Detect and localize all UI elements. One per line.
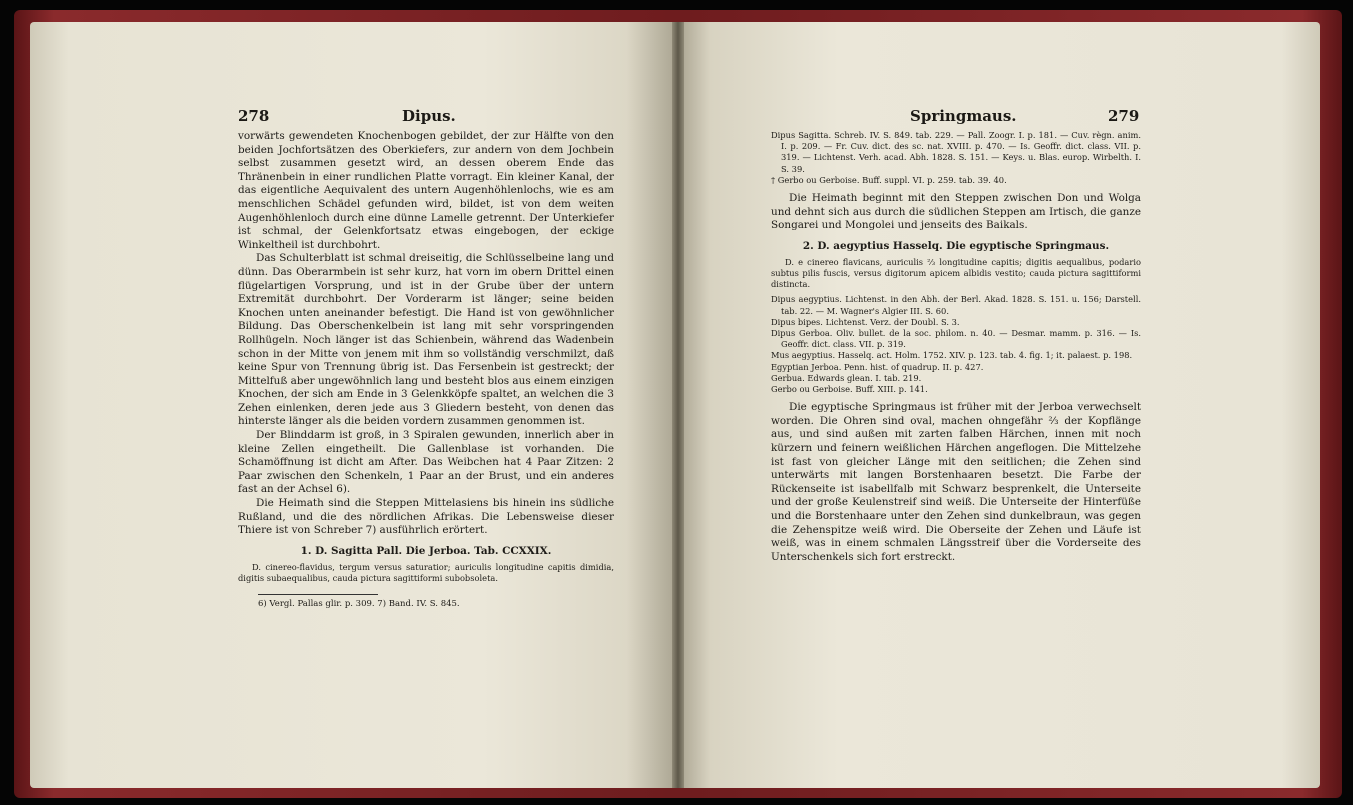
- right-text-column: [771, 130, 1141, 564]
- book-gutter: [672, 22, 684, 788]
- right-synonymy-2a: Dipus aegyptius. Lichtenst. in den Abh. der Berl. Akad. 1828. S. 151. u. 156; Darstell. tab. 22. — M. Wagner's Algier III. S. 60.: [771, 294, 1141, 316]
- left-species-heading: 1. D. Sagitta Pall. Die Jerboa. Tab. CCXXIX.: [300, 544, 552, 557]
- left-footnotes: 6) Vergl. Pallas glir. p. 309. 7) Band. IV. S. 845.: [258, 599, 460, 610]
- right-paragraph-2: Die egyptische Springmaus ist früher mit der Jerboa verwechselt worden. Die Ohren sind oval, machen ohngefähr ⅔ der Kopflänge aus, und sind außen mit zarten falben Härchen, innen mit noch kürzern und feinern weißlichen Härchen angeflogen. Die Mittelzehe ist fast von gleicher Länge mit den seitlichen; die Zehen sind unterwärts mit langen Borstenhaaren besetzt. Die Farbe der Rückenseite ist isabellfalb mit Schwarz besprenkelt, die Unterseite und der große Keulenstreif sind weiß. Die Unterseite der Hinterfüße und die Borstenhaare unter den Zehen sind dunkelbraun, was gegen die Zehenspitze weiß wird. Die Oberseite der Zehen und Läufe ist weiß, was in einem schmalen Längsstreif über die Vorderseite des Unterschenkels sich fort erstreckt.: [771, 401, 1141, 563]
- right-diagnosis: D. e cinereo flavicans, auriculis ⅔ longitudine capitis; digitis aequalibus, podario subtus pilis fuscis, versus digitorum apicem albidis vestito; cauda pictura sagittiformi distincta.: [771, 256, 1141, 290]
- left-page-number: 278: [238, 107, 270, 125]
- right-synonymy-1a: Dipus Sagitta. Schreb. IV. S. 849. tab. 229. — Pall. Zoogr. I. p. 181. — Cuv. règn. anim. I. p. 209. — Fr. Cuv. dict. des sc. nat. XVIII. p. 470. — Is. Geoffr. dict. class. VII. p. 319. — Lichtenst. Verh. acad. Abh. 1828. S. 151. — Keys. u. Blas. europ. Wirbelth. I. S. 39.: [771, 130, 1141, 174]
- right-paragraph-1: Die Heimath beginnt mit den Steppen zwischen Don und Wolga und dehnt sich aus durch die südlichen Steppen am Irtisch, die ganze Songarei und Mongolei und jenseits des Baikals.: [771, 192, 1141, 232]
- right-synonymy-2e: Egyptian Jerboa. Penn. hist. of quadrup. II. p. 427.: [771, 361, 984, 372]
- right-synonymy-2b: Dipus bipes. Lichtenst. Verz. der Doubl. S. 3.: [771, 316, 960, 327]
- left-page: [30, 22, 678, 788]
- right-synonymy-2c: Dipus Gerboa. Oliv. bullet. de la soc. philom. n. 40. — Desmar. mamm. p. 316. — Is. Geoffr. dict. class. VII. p. 319.: [771, 328, 1141, 350]
- right-running-title: Springmaus.: [910, 107, 1017, 125]
- left-paragraph-3: Der Blinddarm ist groß, in 3 Spiralen gewunden, innerlich aber in kleine Zellen eingetheilt. Die Gallenblase ist vorhanden. Die Schamöffnung ist dicht am After. Das Weibchen hat 4 Paar Zitzen: 2 Paar zwischen den Schenkeln, 1 Paar an der Brust, und ein anderes fast an der Achsel 6).: [238, 429, 614, 496]
- footnote-rule: [258, 594, 378, 595]
- right-synonymy-1b: † Gerbo ou Gerboise. Buff. suppl. VI. p. 259. tab. 39. 40.: [771, 174, 1007, 185]
- right-synonymy-2f: Gerbua. Edwards glean. I. tab. 219.: [771, 372, 922, 383]
- left-paragraph-2: Das Schulterblatt ist schmal dreiseitig, die Schlüsselbeine lang und dünn. Das Oberarmbein ist sehr kurz, hat vorn im obern Drittel einen flügelartigen Vorsprung, und ist in der Grube über der untern Extremität durchbohrt. Der Vorderarm ist länger; seine beiden Knochen unten aneinander befestigt. Die Hand ist von gewöhnlicher Bildung. Das Oberschenkelbein ist lang mit sehr vorspringenden Rollhügeln. Noch länger ist das Schienbein, während das Wadenbein schon in der Mitte von jenem mit ihm so vollständig verschmilzt, daß keine Spur von Trennung übrig ist. Das Fersenbein ist gestreckt; der Mittelfuß aber ungewöhnlich lang und besteht blos aus einem einzigen Knochen, der sich am Ende in 3 Gelenkköpfe spaltet, an welchen die 3 Zehen einlenken, deren jede aus 3 Gliedern besteht, von denen das hinterste länger als die beiden vordern zusammen genommen ist.: [238, 252, 614, 428]
- left-paragraph-1: vorwärts gewendeten Knochenbogen gebildet, der zur Hälfte von den beiden Jochfortsätzen des Oberkiefers, zur andern von dem Jochbein selbst zusammen gesetzt wird, an dessen oberem Ende das Thränenbein in einer rundlichen Platte vorragt. Ein kleiner Kanal, der das eigentliche Aequivalent des untern Augenhöhlenlochs, wie es am menschlichen Schädel gefunden wird, bildet, ist von dem weiten Augenhöhlenloch durch eine dünne Lamelle getrennt. Der Unterkiefer ist schmal, der Gelenkfortsatz etwas eingebogen, der eckige Winkeltheil ist durchbohrt.: [238, 130, 614, 251]
- left-diagnosis: D. cinereo-flavidus, tergum versus saturatior; auriculis longitudine capitis dimidia, digitis subaequalibus, cauda pictura sagittiformi subobsoleta.: [238, 561, 614, 584]
- right-page-number: 279: [1108, 107, 1140, 125]
- right-synonymy-2d: Mus aegyptius. Hasselq. act. Holm. 1752. XIV. p. 123. tab. 4. fig. 1; it. palaest. p. 198.: [771, 350, 1133, 361]
- right-page: [678, 22, 1320, 788]
- right-species-heading: 2. D. aegyptius Hasselq. Die egyptische Springmaus.: [802, 239, 1110, 252]
- right-synonymy-2g: Gerbo ou Gerboise. Buff. XIII. p. 141.: [771, 384, 928, 395]
- left-paragraph-4: Die Heimath sind die Steppen Mittelasiens bis hinein ins südliche Rußland, und die des nördlichen Afrikas. Die Lebensweise dieser Thiere ist von Schreber 7) ausführlich erörtert.: [238, 497, 614, 537]
- left-text-column: [238, 130, 614, 610]
- left-running-title: Dipus.: [402, 107, 456, 125]
